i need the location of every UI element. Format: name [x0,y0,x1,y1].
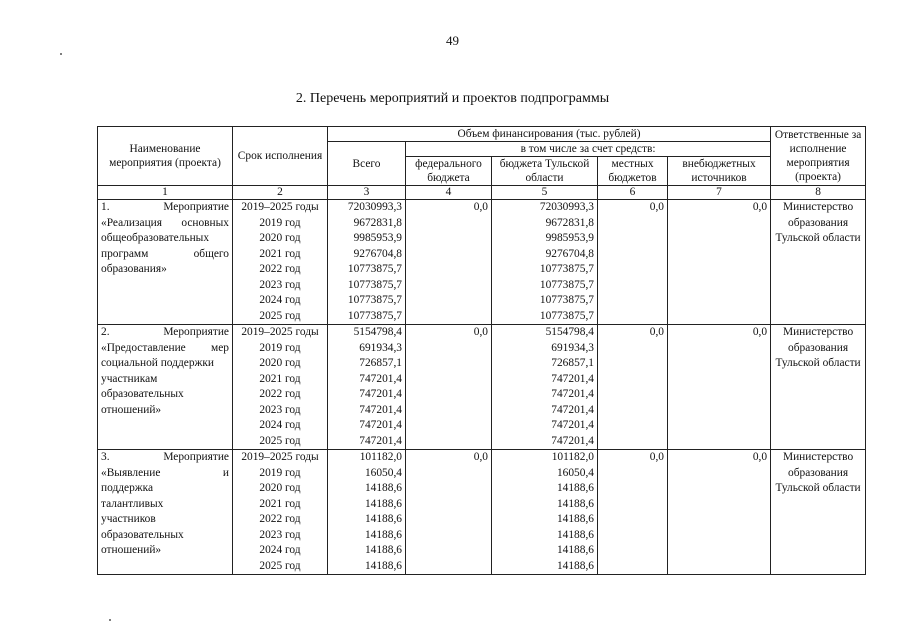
regional-value: 5154798,4 [545,326,594,338]
regional-value: 10773875,7 [539,294,594,306]
measure-name-line [101,247,229,263]
page-number: 49 [446,33,459,48]
total-value: 14188,6 [364,528,402,541]
regional-value: 10773875,7 [539,263,594,275]
measure-name-line [101,262,229,278]
measure-name-word: и [222,466,229,479]
measure-name-word: отношений» [101,544,162,556]
table-row [98,200,866,325]
header-funding: Объем финансирования (тыс. рублей) [328,127,771,142]
measure-name-word: «Выявление [101,466,161,479]
federal-value: 0,0 [473,326,488,338]
measure-name-word: участникам [101,372,158,385]
measure-name-line [101,341,229,357]
regional-value: 9672831,8 [545,216,594,229]
regional-value: 9276704,8 [545,247,594,260]
measure-federal [406,200,492,325]
total-value: 5154798,4 [353,326,402,338]
measure-name-word: «Предоставление [101,341,186,354]
total-value: 10773875,7 [347,294,402,306]
header-row-1 [98,127,866,142]
header-regional: бюджета Тульской области [492,157,598,186]
measure-federal [406,325,492,450]
measure-name-word: Мероприятие [163,451,229,463]
column-number: 5 [492,186,598,200]
regional-value: 14188,6 [556,513,594,525]
measure-name-line [101,216,229,232]
measure-name-line [101,387,229,403]
period-value: 2019–2025 годы [241,201,319,213]
measure-name-word: 3. [101,451,110,463]
measure-name-word: основных [181,216,229,229]
period-value: 2022 год [259,263,301,275]
measures-body [98,200,866,575]
measure-responsible: Министерство образования Тульской области [771,200,866,325]
measure-name-word: 1. [101,201,110,213]
measure-total [328,450,406,575]
regional-value: 14188,6 [556,559,594,572]
measure-name-word: образовательных [101,528,184,541]
regional-value: 72030993,3 [539,201,594,213]
scan-dot [109,619,111,621]
extrabudget-value: 0,0 [752,201,768,213]
measure-name [98,325,233,450]
measure-name-line [101,372,229,388]
total-value: 747201,4 [359,434,402,447]
measure-name [98,450,233,575]
period-value: 2019 год [259,341,301,354]
period-value: 2023 год [259,403,301,416]
column-number: 4 [406,186,492,200]
header-including: в том числе за счет средств: [406,142,771,157]
period-value: 2023 год [259,278,301,291]
regional-value: 101182,0 [551,451,594,463]
period-value: 2024 год [259,294,301,306]
scan-dot [60,53,62,55]
period-value: 2019–2025 годы [241,451,319,463]
period-value: 2019–2025 годы [241,326,319,338]
total-value: 747201,4 [359,419,402,431]
total-value: 14188,6 [364,544,402,556]
measure-name-line [101,466,229,482]
header-total: Всего [328,142,406,186]
measure-total [328,200,406,325]
column-number: 3 [328,186,406,200]
period-value: 2025 год [259,559,301,572]
measure-name-line [101,356,229,372]
total-value: 16050,4 [364,466,402,479]
period-value: 2025 год [259,309,301,322]
measure-name [98,200,233,325]
regional-value: 726857,1 [551,357,594,369]
total-value: 14188,6 [364,482,402,494]
measure-name-word: талантливых [101,497,164,510]
total-value: 14188,6 [364,497,402,510]
total-value: 747201,4 [359,372,402,385]
regional-value: 16050,4 [556,466,594,479]
period-value: 2023 год [259,528,301,541]
extrabudget-value: 0,0 [752,326,768,338]
period-value: 2021 год [259,372,301,385]
column-number: 8 [771,186,866,200]
measure-name-word: образования» [101,263,167,275]
measure-name-word: социальной поддержки [101,357,215,369]
total-value: 9985953,9 [353,232,402,244]
measure-periods [233,450,328,575]
regional-value: 14188,6 [556,544,594,556]
total-value: 72030993,3 [347,201,402,213]
page-title: 2. Перечень мероприятий и проектов подпрограммы [295,91,610,106]
local-value: 0,0 [649,201,664,213]
total-value: 691934,3 [359,341,402,354]
total-value: 10773875,7 [347,263,402,275]
period-value: 2024 год [259,419,301,431]
total-value: 10773875,7 [347,278,402,291]
regional-value: 747201,4 [551,434,594,447]
total-value: 747201,4 [359,388,402,400]
regional-value: 10773875,7 [539,309,594,322]
measure-local [598,325,668,450]
measure-name-word: поддержка [101,482,154,494]
federal-value: 0,0 [473,201,488,213]
regional-value: 14188,6 [556,482,594,494]
regional-value: 9985953,9 [545,232,594,244]
measure-name-word: общего [193,247,229,260]
period-value: 2022 год [259,513,301,525]
period-value: 2022 год [259,388,301,400]
measure-extra [668,450,771,575]
measure-name-word: общеобразовательных [101,232,210,244]
period-value: 2024 год [259,544,301,556]
header-federal: федерального бюджета [406,157,492,186]
regional-value: 14188,6 [556,497,594,510]
header-local: местных бюджетов [598,157,668,186]
total-value: 747201,4 [359,403,402,416]
measure-name-line [101,450,229,466]
measure-responsible: Министерство образования Тульской области [771,325,866,450]
federal-value: 0,0 [473,451,488,463]
measure-federal [406,450,492,575]
measure-name-word: программ [101,247,149,260]
measure-responsible: Министерство образования Тульской области [771,450,866,575]
extrabudget-value: 0,0 [752,451,768,463]
local-value: 0,0 [649,326,664,338]
total-value: 14188,6 [364,513,402,525]
column-number: 2 [233,186,328,200]
column-number: 6 [598,186,668,200]
measure-periods [233,200,328,325]
measure-name-line [101,528,229,544]
regional-value: 747201,4 [551,388,594,400]
measure-name-word: «Реализация [101,216,162,229]
regional-value: 747201,4 [551,419,594,431]
measure-local [598,450,668,575]
header-period: Срок исполнения [233,127,328,186]
column-number: 7 [668,186,771,200]
measure-name-line [101,231,229,247]
table-row [98,450,866,575]
total-value: 101182,0 [359,451,402,463]
period-value: 2021 год [259,497,301,510]
measure-extra [668,200,771,325]
period-value: 2020 год [259,482,301,494]
regional-value: 691934,3 [551,341,594,354]
measure-name-line [101,403,229,419]
regional-value: 747201,4 [551,403,594,416]
measure-name-word: 2. [101,326,110,338]
measure-name-line [101,497,229,513]
local-value: 0,0 [649,451,664,463]
measure-name-word: мер [211,341,229,354]
regional-value: 10773875,7 [539,278,594,291]
regional-value: 14188,6 [556,528,594,541]
period-value: 2025 год [259,434,301,447]
measure-periods [233,325,328,450]
total-value: 9672831,8 [353,216,402,229]
measure-name-word: образовательных [101,388,184,400]
column-number-row [98,186,866,200]
measure-name-word: участников [101,513,156,525]
period-value: 2019 год [259,466,301,479]
measure-name-line [101,325,229,341]
measure-regional [492,450,598,575]
measure-regional [492,200,598,325]
measure-name-line [101,200,229,216]
period-value: 2019 год [259,216,301,229]
measure-name-line [101,481,229,497]
period-value: 2021 год [259,247,301,260]
measure-name-word: отношений» [101,403,162,416]
header-extrabudget: внебюджетных источников [668,157,771,186]
measure-name-line [101,543,229,559]
header-name: Наименование мероприятия (проекта) [98,127,233,186]
total-value: 9276704,8 [353,247,402,260]
measure-regional [492,325,598,450]
measure-extra [668,325,771,450]
measures-table [97,126,866,575]
column-number: 1 [98,186,233,200]
total-value: 726857,1 [359,357,402,369]
measure-local [598,200,668,325]
header-responsible: Ответственные за исполнение мероприятия (проекта) [771,127,866,186]
period-value: 2020 год [259,232,301,244]
regional-value: 747201,4 [551,372,594,385]
total-value: 14188,6 [364,559,402,572]
measure-name-word: Мероприятие [163,201,229,213]
measure-total [328,325,406,450]
measure-name-word: Мероприятие [163,326,229,338]
period-value: 2020 год [259,357,301,369]
measure-name-line [101,512,229,528]
table-row [98,325,866,450]
total-value: 10773875,7 [347,309,402,322]
